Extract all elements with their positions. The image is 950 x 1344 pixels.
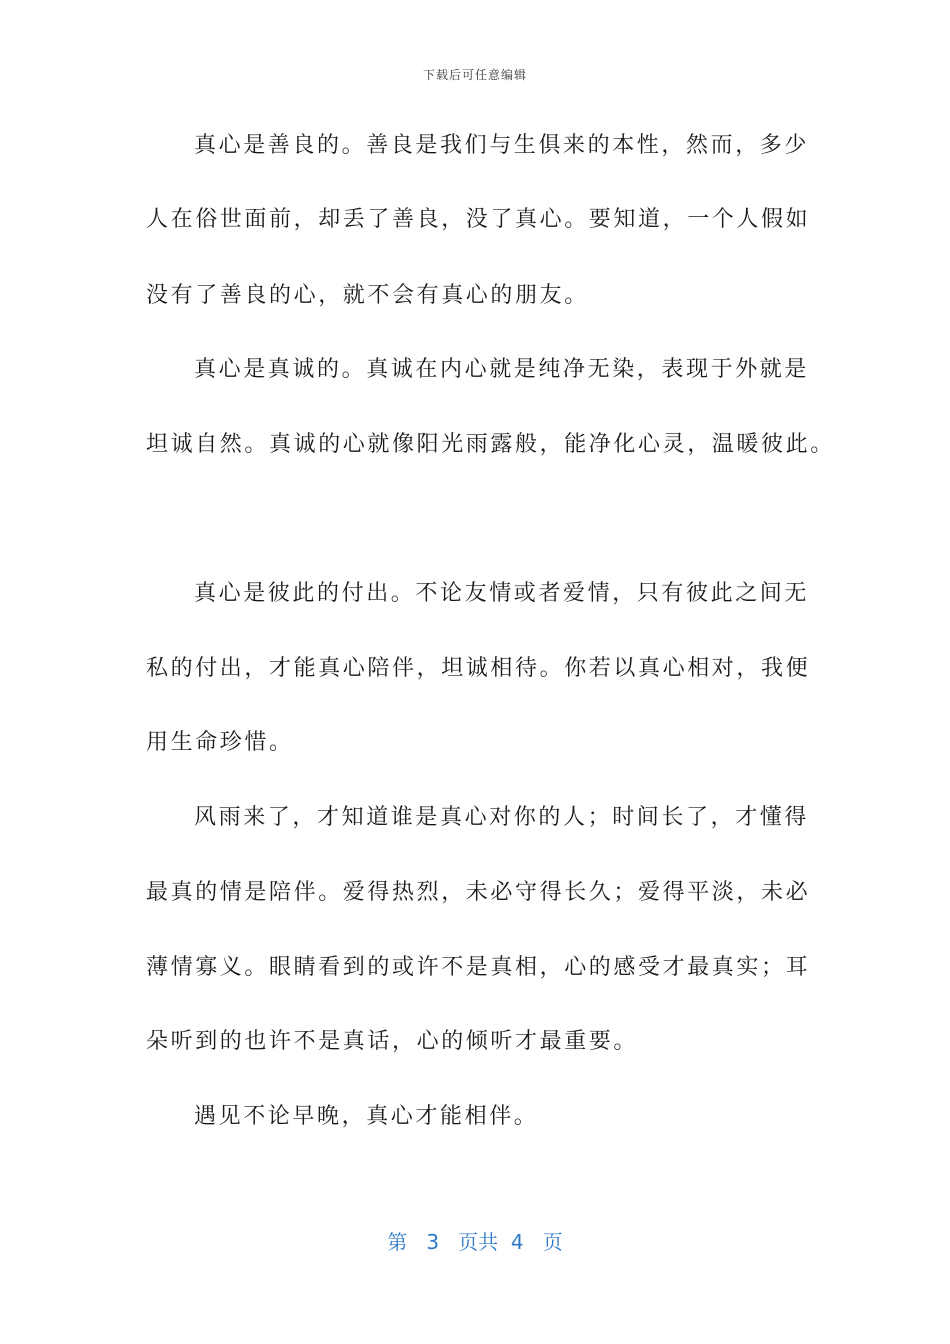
paragraph-5-line-1: 遇见不论早晚，真心才能相伴。 [194,1104,539,1129]
footer-middle: 页共 [458,1230,499,1254]
footer-total-pages: 4 [510,1230,524,1254]
footer-suffix: 页 [542,1230,563,1254]
paragraph-3-line-2: 私的付出，才能真心陪伴，坦诚相待。你若以真心相对，我便 [146,656,811,681]
page-footer [0,1226,950,1255]
paragraph-3-line-3: 用生命珍惜。 [146,730,294,755]
paragraph-4-line-2: 最真的情是陪伴。爱得热烈，未必守得长久；爱得平淡，未必 [146,880,811,905]
paragraph-3-line-1: 真心是彼此的付出。不论友情或者爱情，只有彼此之间无 [194,581,810,606]
footer-prefix: 第 [387,1230,408,1254]
paragraph-4-line-1: 风雨来了，才知道谁是真心对你的人；时间长了，才懂得 [194,805,810,830]
paragraph-1-line-2: 人在俗世面前，却丢了善良，没了真心。要知道，一个人假如 [146,207,811,232]
header-note: 下载后可任意编辑 [422,68,527,82]
paragraph-2-line-2: 坦诚自然。真诚的心就像阳光雨露般，能净化心灵，温暖彼此。 [146,432,835,457]
paragraph-4-line-3: 薄情寡义。眼睛看到的或许不是真相，心的感受才最真实；耳 [146,955,811,980]
paragraph-1-line-1: 真心是善良的。善良是我们与生俱来的本性，然而，多少 [194,133,810,158]
paragraph-4-line-4: 朵听到的也许不是真话，心的倾听才最重要。 [146,1029,639,1054]
footer-current-page: 3 [426,1230,440,1254]
paragraph-1-line-3: 没有了善良的心，就不会有真心的朋友。 [146,283,589,308]
paragraph-2-line-1: 真心是真诚的。真诚在内心就是纯净无染，表现于外就是 [194,357,810,382]
